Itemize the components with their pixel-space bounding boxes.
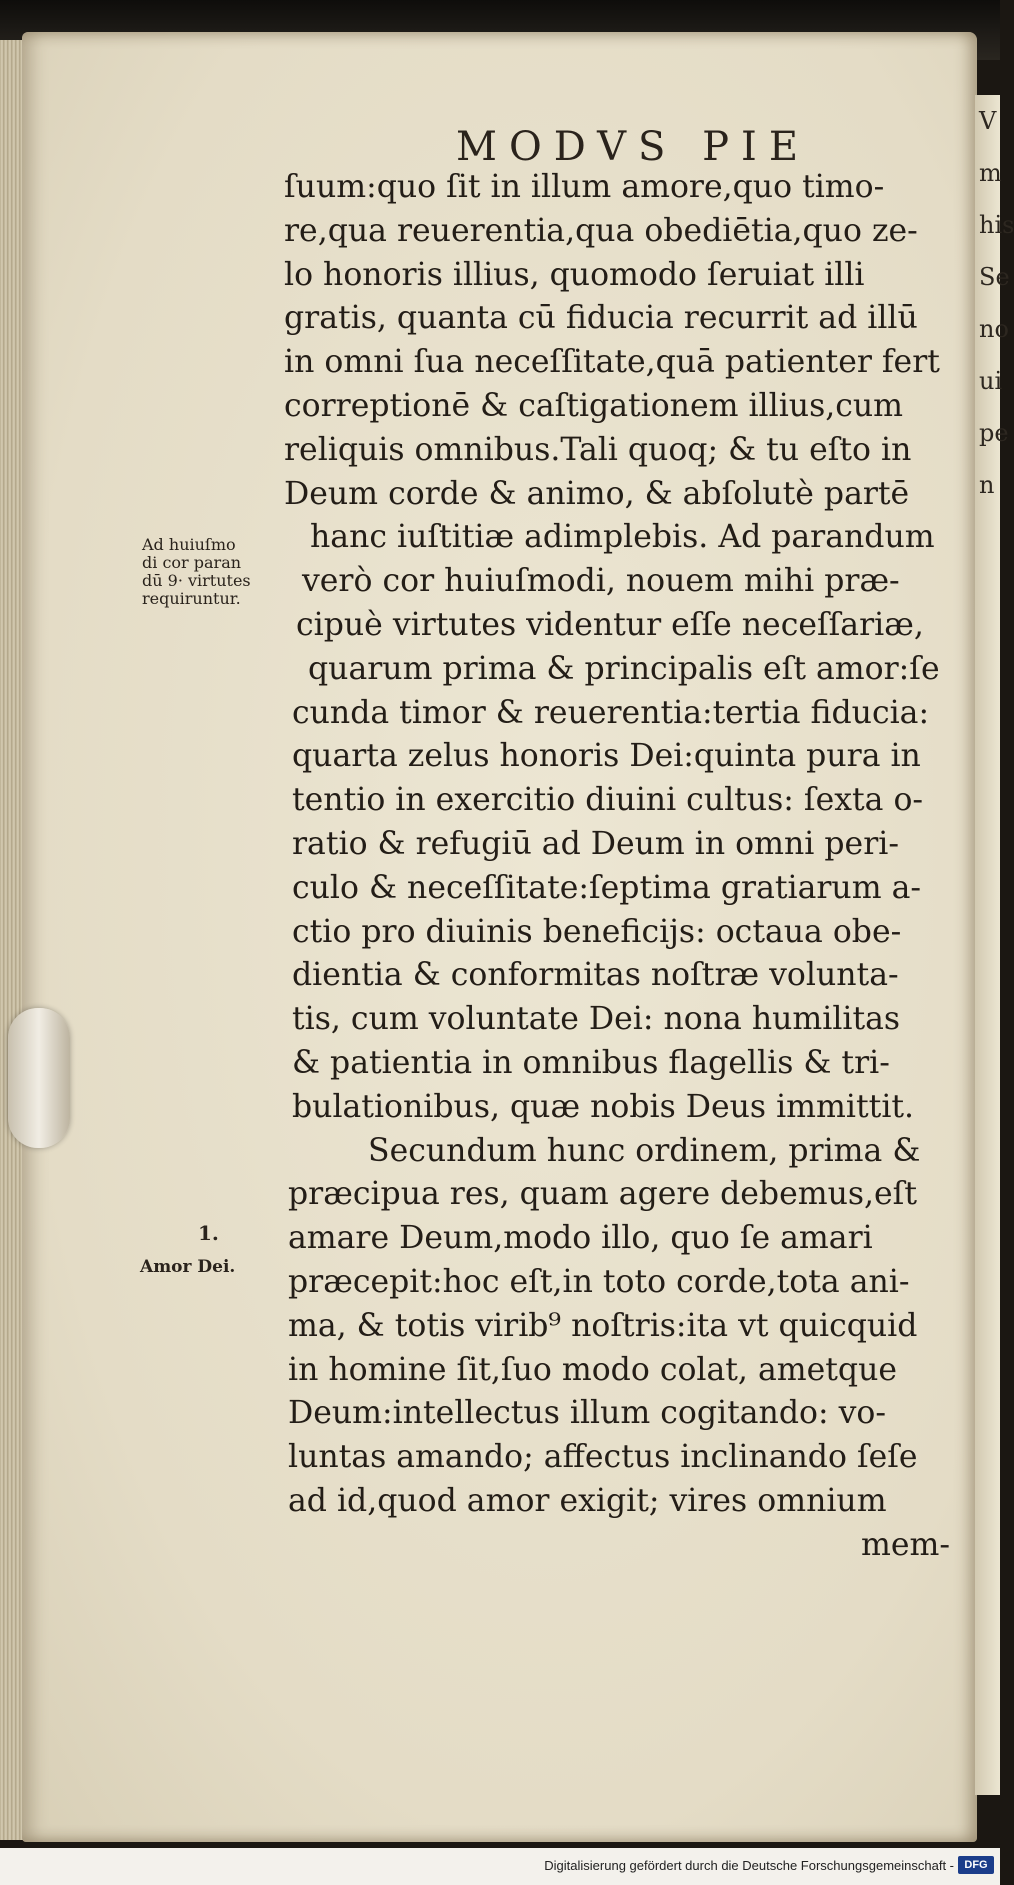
text-line: bulationibus, quæ nobis Deus immittit.: [292, 1088, 915, 1125]
facing-page-char: n: [979, 471, 995, 499]
text-line: præcipua res, quam agere debemus,eſt: [288, 1176, 918, 1213]
text-line: hanc iuſtitiæ adimplebis. Ad parandum: [310, 519, 935, 556]
text-line: amare Deum,modo illo, quo ſe amari: [288, 1220, 873, 1257]
footer-credit: Digitalisierung gefördert durch die Deutsche Forschungsgemeinschaft -: [544, 1858, 954, 1873]
text-line: dientia & conformitas noſtræ volunta-: [292, 957, 899, 994]
text-line: correptionē & caſtigationem illius,cum: [284, 387, 904, 424]
margin-number: 1.: [198, 1221, 219, 1245]
margin-note-line: Ad huiuſmo: [142, 535, 236, 554]
dfg-logo: DFG: [958, 1856, 994, 1874]
facing-page-char: no: [979, 315, 1009, 343]
facing-page-strip: [975, 95, 1014, 1795]
margin-note-virtues: [142, 536, 251, 608]
text-line: & patientia in omnibus flagellis & tri-: [292, 1044, 890, 1081]
body-text: [284, 166, 964, 1568]
text-line: tis, cum voluntate Dei: nona humilitas: [292, 1001, 901, 1038]
text-line: cunda timor & reuerentia:tertia fiducia:: [292, 694, 930, 731]
running-header: MODVS PIE: [456, 124, 811, 170]
page-clip: [8, 1008, 70, 1148]
text-line: gratis, quanta cū fiducia recurrit ad illū: [284, 300, 918, 337]
text-line: ratio & refugiū ad Deum in omni peri-: [292, 825, 899, 862]
text-line: ma, & totis virib⁹ noſtris:ita vt quicquid: [288, 1307, 918, 1344]
text-line: Deum:intellectus illum cogitando: vo-: [288, 1395, 887, 1432]
text-line: in homine ſit,ſuo modo colat, ametque: [288, 1351, 898, 1388]
text-line: lo honoris illius, quomodo ſeruiat illi: [284, 256, 865, 293]
facing-page-char: ui: [979, 367, 1003, 395]
facing-page-char: his: [979, 211, 1014, 239]
text-line: ſuum:quo ſit in illum amore,quo timo-: [284, 169, 885, 205]
margin-note-line: di cor paran: [142, 553, 242, 572]
footer-bar: [0, 1848, 1000, 1885]
margin-note-line: requiruntur.: [142, 589, 241, 608]
text-line: tentio in exercitio diuini cultus: ſexta o-: [292, 782, 924, 819]
text-line: verò cor huiuſmodi, nouem mihi præ-: [302, 563, 900, 600]
text-line: ad id,quod amor exigit; vires omnium: [288, 1482, 887, 1519]
text-line: in omni ſua neceſſitate,quā patienter fert: [284, 344, 940, 381]
text-line: ctio pro diuinis beneficijs: octaua obe-: [292, 913, 902, 950]
margin-note-amor-dei: Amor Dei.: [140, 1257, 236, 1277]
margin-note-line: dū 9· virtutes: [142, 571, 251, 590]
text-line: culo & neceſſitate:ſeptima gratiarum a-: [292, 869, 922, 906]
text-line: Secundum hunc ordinem, prima &: [368, 1132, 921, 1169]
text-line: cipuè virtutes videntur eſſe neceſſariæ,: [296, 606, 924, 643]
text-line: quarum prima & principalis eſt amor:ſe: [308, 650, 940, 687]
text-line: quarta zelus honoris Dei:quinta pura in: [292, 738, 921, 775]
facing-page-char: V: [979, 107, 997, 135]
facing-page-char: Se: [979, 263, 1010, 291]
text-line: præcepit:hoc eſt,in toto corde,tota ani-: [288, 1263, 910, 1300]
facing-page-char: pe: [979, 419, 1009, 447]
text-line: reliquis omnibus.Tali quoq; & tu eſto in: [284, 431, 912, 468]
text-line: luntas amando; affectus inclinando ſeſe: [288, 1439, 918, 1476]
facing-page-char: m: [979, 159, 1002, 187]
text-line: re,qua reuerentia,qua obediētia,quo ze-: [284, 212, 918, 249]
text-line: Deum corde & animo, & abſolutè partē: [284, 475, 910, 512]
catchword: mem-: [860, 1526, 950, 1563]
